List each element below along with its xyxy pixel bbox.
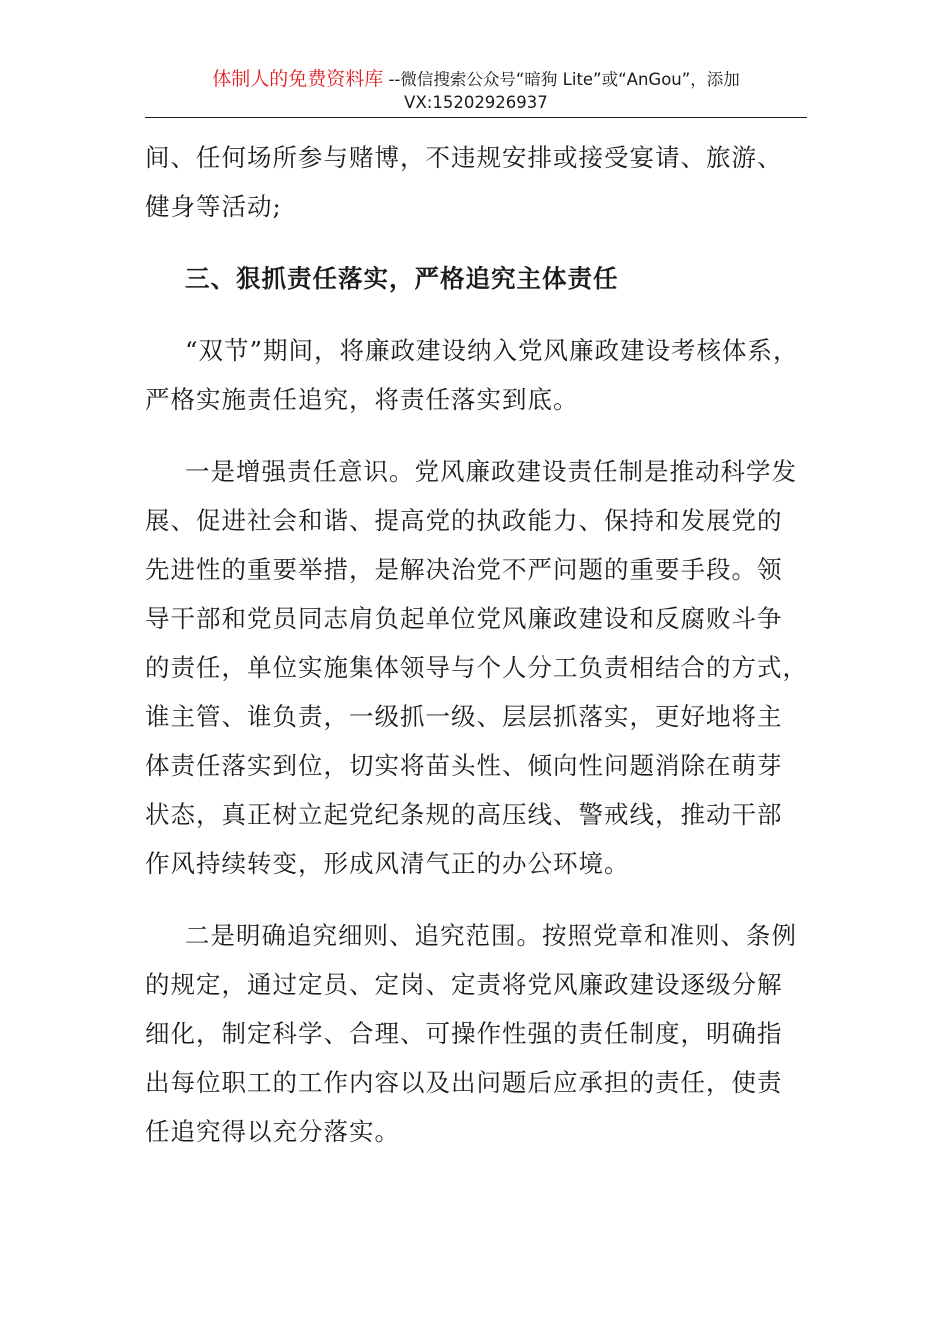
text-line: 的规定，通过定员、定岗、定责将党风廉政建设逐级分解 — [145, 970, 783, 999]
header-line-2: VX:15202926937 — [404, 93, 548, 112]
paragraph-accountability-rules — [145, 911, 810, 1156]
text-line: 先进性的重要举措，是解决治党不严问题的重要手段。领 — [145, 555, 783, 584]
section-heading-3: 三、狠抓责任落实，严格追究主体责任 — [185, 264, 619, 293]
header-brand: 体制人的免费资料库 — [212, 68, 384, 90]
text-line: 任追究得以充分落实。 — [145, 1117, 400, 1146]
header-divider — [145, 117, 807, 118]
paragraph-responsibility-awareness — [145, 447, 810, 888]
text-line: “双节”期间，将廉政建设纳入党风廉政建设考核体系， — [185, 336, 799, 365]
paragraph-continued — [145, 133, 810, 231]
text-line: 导干部和党员同志肩负起单位党风廉政建设和反腐败斗争 — [145, 604, 783, 633]
text-line: 二是明确追究细则、追究范围。按照党章和准则、条例 — [185, 921, 797, 950]
text-line: 展、促进社会和谐、提高党的执政能力、保持和发展党的 — [145, 506, 783, 535]
text-line: 一是增强责任意识。党风廉政建设责任制是推动科学发 — [185, 457, 797, 486]
text-line: 谁主管、谁负责，一级抓一级、层层抓落实，更好地将主 — [145, 702, 783, 731]
text-line: 细化，制定科学、合理、可操作性强的责任制度，明确指 — [145, 1019, 783, 1048]
text-line: 作风持续转变，形成风清气正的办公环境。 — [145, 849, 630, 878]
document-body — [145, 133, 810, 1156]
header-wechat-note: --微信搜索公众号“暗狗 Lite”或“AnGou”，添加 — [383, 70, 740, 89]
text-line: 体责任落实到位，切实将苗头性、倾向性问题消除在萌芽 — [145, 751, 783, 780]
text-line: 状态，真正树立起党纪条规的高压线、警戒线，推动干部 — [145, 800, 783, 829]
text-line: 健身等活动; — [145, 192, 282, 221]
text-line: 出每位职工的工作内容以及出问题后应承担的责任，使责 — [145, 1068, 783, 1097]
text-line: 严格实施责任追究，将责任落实到底。 — [145, 385, 579, 414]
header-line-1 — [145, 68, 807, 91]
text-line: 间、任何场所参与赌博，不违规安排或接受宴请、旅游、 — [145, 143, 783, 172]
paragraph-double-festival — [145, 326, 810, 424]
page-header — [145, 68, 807, 114]
text-line: 的责任，单位实施集体领导与个人分工负责相结合的方式， — [145, 653, 808, 682]
